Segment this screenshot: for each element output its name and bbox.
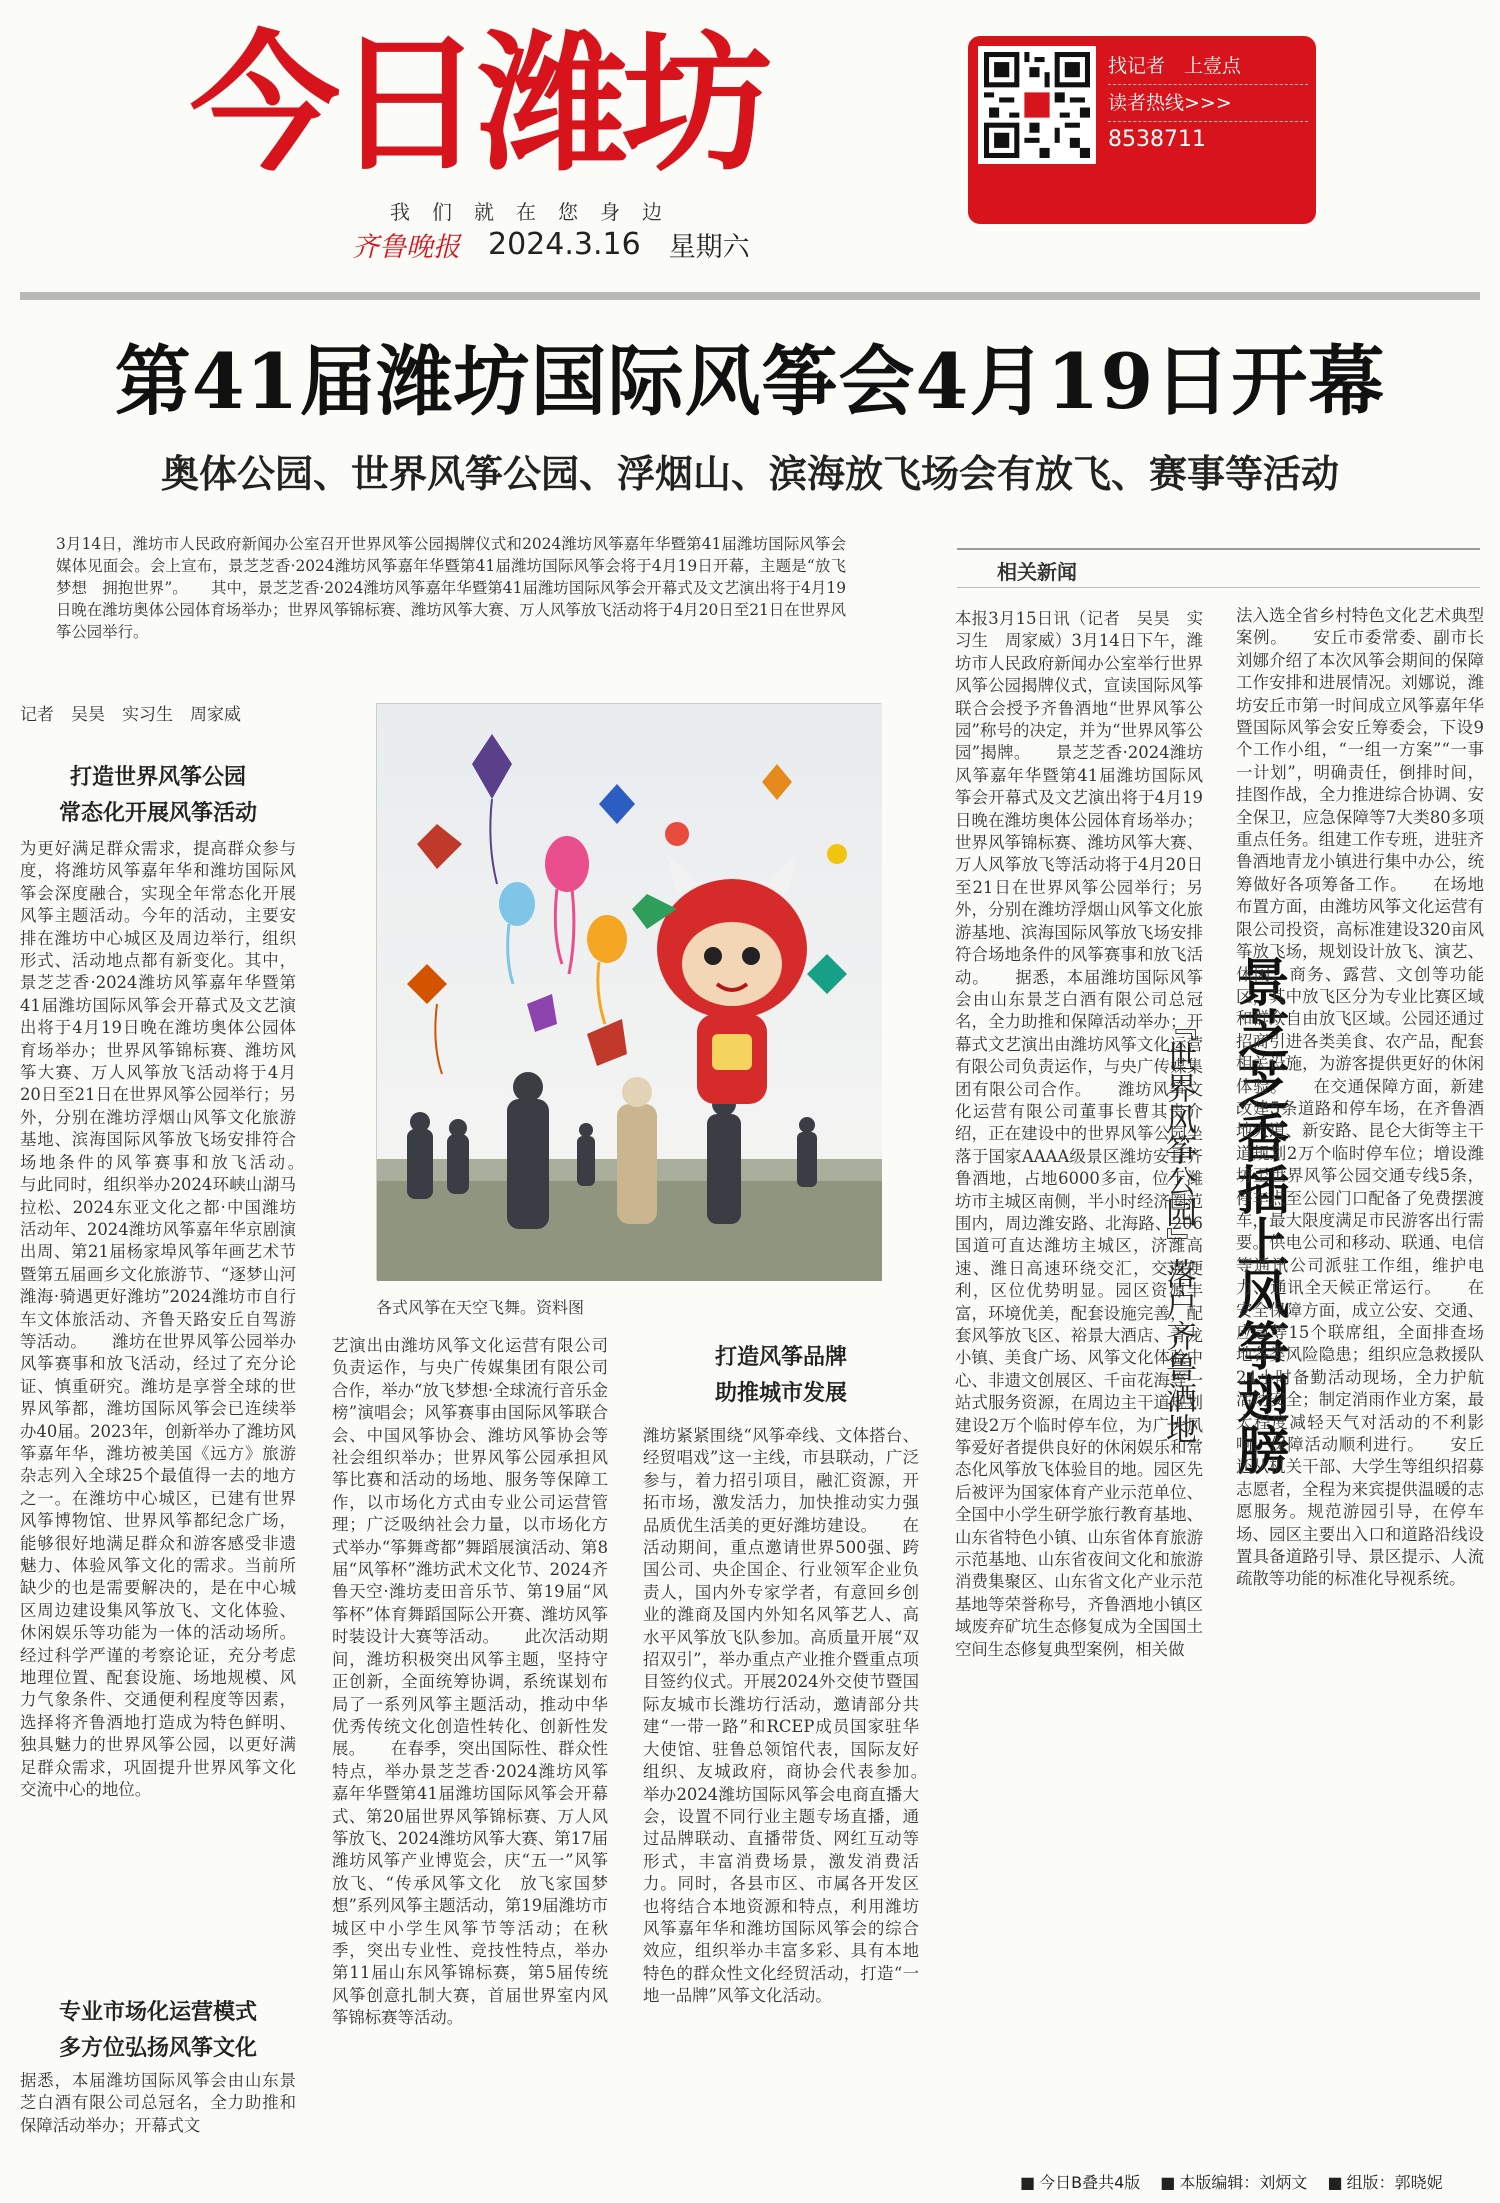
footer-designer: ■ 组版：郭晓妮	[1327, 2170, 1442, 2194]
footer-editor: ■ 本版编辑：刘炳文	[1160, 2170, 1307, 2194]
section-heading-1-text: 打造世界风筝公园 常态化开展风筝活动	[58, 765, 257, 826]
qr-code-icon	[984, 52, 1090, 158]
reader-contact-box	[968, 36, 1316, 224]
related-title-main: 景芝芝香插上风筝翅膀	[1228, 955, 1288, 1475]
contact-line-reporter: 找记者 上壹点	[1108, 48, 1308, 85]
section-heading-1	[20, 760, 296, 832]
article-intro: 3月14日，潍坊市人民政府新闻办公室召开世界风筝公园揭牌仪式和2024潍坊风筝嘉年华暨第41届潍坊国际风筝会媒体见面会。会上宣布，景芝芝香·2024潍坊风筝嘉年华暨第41届潍坊国际风筝会将于4月19日开幕，主题是“放飞梦想 拥抱世界”。 其中，景芝芝香·2024潍坊风筝嘉年华暨第41届潍坊国际风筝会开幕式及文艺演出将于4月19日晚在潍坊奥体公园体育场举办；世界风筝锦标赛、潍坊风筝大赛、万人风筝放飞活动将于4月20日至21日在世界风筝公园举行。	[56, 535, 846, 641]
page-footer	[1020, 2170, 1480, 2194]
footer-page-count: ■ 今日B叠共4版	[1020, 2170, 1140, 2194]
issue-date: 2024.3.16	[488, 226, 641, 262]
masthead	[0, 0, 1500, 300]
related-news-label: 相关新闻	[997, 560, 1077, 584]
main-headline: 第41届潍坊国际风筝会4月19日开幕	[114, 337, 1386, 426]
column-3-body: 潍坊紧紧围绕“风筝牵线、文体搭台、经贸唱戏”这一主线，市县联动，广泛参与，着力招引项目，融汇资源，开拓市场，激发活力，加快推动实力强品质优生活美的更好潍坊建设。 在活动期间，重点邀请世界500强、跨国公司、央企国企、行业领军企业负责人，国内外专家学者，有意回乡创业的潍商及国内外知名风筝艺人、高水平风筝放飞队参加。高质量开展“双招双引”，举办重点产业推介暨重点项目签约仪式。开展2024外交使节暨国际友城市长潍坊行活动，邀请部分共建“一带一路”和RCEP成员国家驻华大使馆、驻鲁总领馆代表，国际友好组织、友城政府，商协会代表参加。 举办2024潍坊国际风筝会电商直播大会，设置不同行业主题专场直播，通过品牌联动、直播带货、网红互动等形式，丰富消费场景，激发消费活力。同时，各县市区、市属各开发区也将结合本地资源和特点，利用潍坊风筝嘉年华和潍坊国际风筝会的综合效应，组织举办丰富多彩、具有本地特色的群众性文化经贸活动，打造“一地一品牌”风筝文化活动。	[643, 1426, 952, 2006]
byline: 记者 吴昊 实习生 周家威	[20, 705, 241, 725]
column-1-continued: 据悉，本届潍坊国际风筝会由山东景芝白酒有限公司总冠名，全力助推和保障活动举办；开幕式文	[20, 2071, 296, 2135]
section-heading-3-text: 打造风筝品牌 助推城市发展	[714, 1345, 847, 1406]
issue-info	[352, 224, 750, 264]
slogan: 我们就在您身边	[390, 200, 684, 224]
section-heading-3	[643, 1340, 919, 1412]
related-column-2: 法入选全省乡村特色文化艺术典型案例。 安丘市委常委、副市长刘娜介绍了本次风筝会期间的保障工作安排和进展情况。刘娜说，潍坊安丘市第一时间成立风筝嘉年华暨国际风筝会安丘筹委会，下设9个工作小组，“一组一方案”“一事一计划”，明确责任，倒排时间，挂图作战，全力推进综合协调、安全保卫，应急保障等7大类80多项重点任务。组建工作专班，进驻齐鲁酒地青龙小镇进行集中办公，统筹做好各项筹备工作。 在场地布置方面，由潍坊风筝文化运营有限公司投资，高标准建设320亩风筝放飞场，规划设计放飞、演艺、休闲、商务、露营、文创等功能区，其中放飞区分为专业比赛区域和群众自由放飞区域。公园还通过招商引进各类美食、农产品，配套相关设施，为游客提供更好的休闲体验。 在交通保障方面，新建改建5条道路和停车场，在齐鲁酒地大道、新安路、昆仑大街等主干道规划2万个临时停车位；增设潍坊至世界风筝公园交通专线5条，停车点至公园门口配备了免费摆渡车，最大限度满足市民游客出行需要。供电公司和移动、联通、电信等通讯公司派驻工作组，维护电力、通讯全天候正常运行。 在安全保障方面，成立公安、交通、应急等15个联席组，全面排查场地各类风险隐患；组织应急救援队24小时备勤活动现场，全力护航活动安全；制定消雨作业方案，最大程度减轻天气对活动的不利影响，保障活动顺利进行。 安丘还从机关干部、大学生等组织招募志愿者，全程为来宾提供温暖的志愿服务。规范游园引导，在停车场、园区主要出入口和道路沿线设置具备道路引导、景区提示、人流疏散等功能的标准化导视系统。	[1236, 606, 1484, 1589]
masthead-divider	[20, 292, 1480, 300]
photo-caption: 各式风筝在天空飞舞。资料图	[376, 1298, 585, 1317]
kites-in-sky-illustration	[377, 704, 882, 1281]
newspaper-logo: 今日潍坊	[190, 18, 767, 192]
parent-brand: 齐鲁晚报	[352, 231, 460, 263]
contact-lines	[1108, 48, 1308, 158]
section-heading-2-text: 专业市场化运营模式 多方位弘扬风筝文化	[58, 2000, 257, 2061]
sub-headline: 奥体公园、世界风筝公园、浮烟山、滨海放飞场会有放飞、赛事等活动	[160, 452, 1339, 496]
contact-line-hotline: 读者热线>>>	[1108, 85, 1308, 122]
related-column-1: 本报3月15日讯（记者 吴昊 实习生 周家威）3月14日下午，潍坊市人民政府新闻办公室举行世界风筝公园揭牌仪式，宣读国际风筝联合会授予齐鲁酒地“世界风筝公园”称号的决定，并为“世界风筝公园”揭牌。 景芝芝香·2024潍坊风筝嘉年华暨第41届潍坊国际风筝会开幕式及文艺演出将于4月19日晚在潍坊奥体公园体育场举办；世界风筝锦标赛、潍坊风筝大赛、万人风筝放飞等活动将于4月20日至21日在世界风筝公园举行；另外，分别在潍坊浮烟山风筝文化旅游基地、滨海国际风筝放飞场安排符合场地条件的风筝赛事和放飞活动。 据悉，本届潍坊国际风筝会由山东景芝白酒有限公司总冠名，全力助推和保障活动举办；开幕式文艺演出由潍坊风筝文化运营有限公司负责运作，与央广传媒集团有限公司合作。 潍坊风筝文化运营有限公司董事长曹其贵介绍，正在建设中的世界风筝公园坐落于国家AAAA级景区潍坊安丘齐鲁酒地，占地6000多亩，位于潍坊市主城区南侧，半小时经济圈范围内，周边潍安路、北海路、206国道可直达潍坊主城区，济潍高速、潍日高速环绕交汇，交通便利，区位优势明显。园区资源丰富，环境优美，配套设施完善，配套风筝放飞区、裕景大酒店、青龙小镇、美食广场、风筝文化体验中心、非遗文创展区、千亩花海等一站式服务资源，在周边主干道规划建设2万个临时停车位，为广大风筝爱好者提供良好的休闲娱乐和常态化风筝放飞体验目的地。园区先后被评为国家体育产业示范单位、全国中小学生研学旅行教育基地、山东省特色小镇、山东省体育旅游示范基地、山东省夜间文化和旅游消费集聚区、山东省文化产业示范基地等荣誉称号，齐鲁酒地小镇区域废弃矿坑生态修复成为全国国土空间生态修复典型案例，相关做	[955, 609, 1203, 1659]
kite-festival-photo	[376, 703, 881, 1280]
hotline-number[interactable]: 8538711	[1108, 127, 1206, 152]
section-heading-2	[20, 1995, 296, 2067]
issue-weekday: 星期六	[668, 231, 750, 263]
related-title-secondary: 『世界风筝公园』落户齐鲁酒地	[1160, 1010, 1196, 1444]
related-news-header	[957, 548, 1480, 588]
qr-code[interactable]	[978, 46, 1096, 164]
column-2-body: 艺演出由潍坊风筝文化运营有限公司负责运作，与央广传媒集团有限公司合作，举办“放飞梦想·全球流行音乐金榜”演唱会；风筝赛事由国际风筝联合会、中国风筝协会、潍坊风筝协会等社会组织举办；世界风筝公园承担风筝比赛和活动的场地、服务等保障工作，以市场化方式由专业公司运营管理；广泛吸纳社会力量，以市场化方式举办“筝舞鸢都”舞蹈展演活动、第8届“风筝杯”潍坊武术文化节、2024齐鲁天空·潍坊麦田音乐节、第19届“风筝杯”体育舞蹈国际公开赛、潍坊风筝时装设计大赛等活动。 此次活动期间，潍坊积极突出风筝主题，坚持守正创新，全面统筹协调，系统谋划布局了一系列风筝主题活动，推动中华优秀传统文化创造性转化、创新性发展。 在春季，突出国际性、群众性特点，举办景芝芝香·2024潍坊风筝嘉年华暨第41届潍坊国际风筝会开幕式、第20届世界风筝锦标赛、万人风筝放飞、2024潍坊风筝大赛、第17届潍坊风筝产业博览会，庆“五一”风筝放飞、“传承风筝文化 放飞家国梦想”系列风筝主题活动，第19届潍坊市城区中小学生风筝节等活动；在秋季，突出专业性、竞技性特点，举办第11届山东风筝锦标赛，第5届传统风筝创意扎制大赛，首届世界室内风筝锦标赛等活动。	[332, 1336, 608, 2028]
column-1-body: 为更好满足群众需求，提高群众参与度，将潍坊风筝嘉年华和潍坊国际风筝会深度融合，实现全年常态化开展风筝主题活动。今年的活动，主要安排在潍坊中心城区及周边举行，组织形式、活动地点都有新变化。其中，景芝芝香·2024潍坊风筝嘉年华暨第41届潍坊国际风筝会开幕式及文艺演出将于4月19日晚在潍坊奥体公园体育场举办；世界风筝锦标赛、潍坊风筝大赛、万人风筝放飞活动将于4月20日至21日在世界风筝公园举行；另外，分别在潍坊浮烟山风筝文化旅游基地、滨海国际风筝放飞场安排符合场地条件的风筝赛事和放飞活动。 与此同时，组织举办2024环峡山湖马拉松、2024东亚文化之都·中国潍坊活动年、2024潍坊风筝嘉年华京剧演出周、第21届杨家埠风筝年画艺术节暨第五届画乡文化旅游节、“逐梦山河潍海·骑遇更好潍坊”2024潍坊市自行车文体旅活动、齐鲁天路安丘自驾游等活动。 潍坊在世界风筝公园举办风筝赛事和放飞活动，经过了充分论证、慎重研究。潍坊是享誉全球的世界风筝都，潍坊国际风筝会已连续举办40届。2023年，创新举办了潍坊风筝嘉年华，潍坊被美国《远方》旅游杂志列入全球25个最值得一去的地方之一。在潍坊中心城区，已建有世界风筝博物馆、世界风筝都纪念广场，能够很好地满足群众和游客感受非遗魅力、体验风筝文化的需求。当前所缺少的也是需要解决的，是在中心城区周边建设集风筝放飞、文化体验、休闲娱乐等功能为一体的活动场所。经过科学严谨的考察论证，充分考虑地理位置、配套设施、场地规模、风力气象条件、交通便利程度等因素，选择将齐鲁酒地打造成为特色鲜明、独具魅力的世界风筝公园，以更好满足群众需求，巩固提升世界风筝文化交流中心的地位。	[20, 839, 329, 1800]
